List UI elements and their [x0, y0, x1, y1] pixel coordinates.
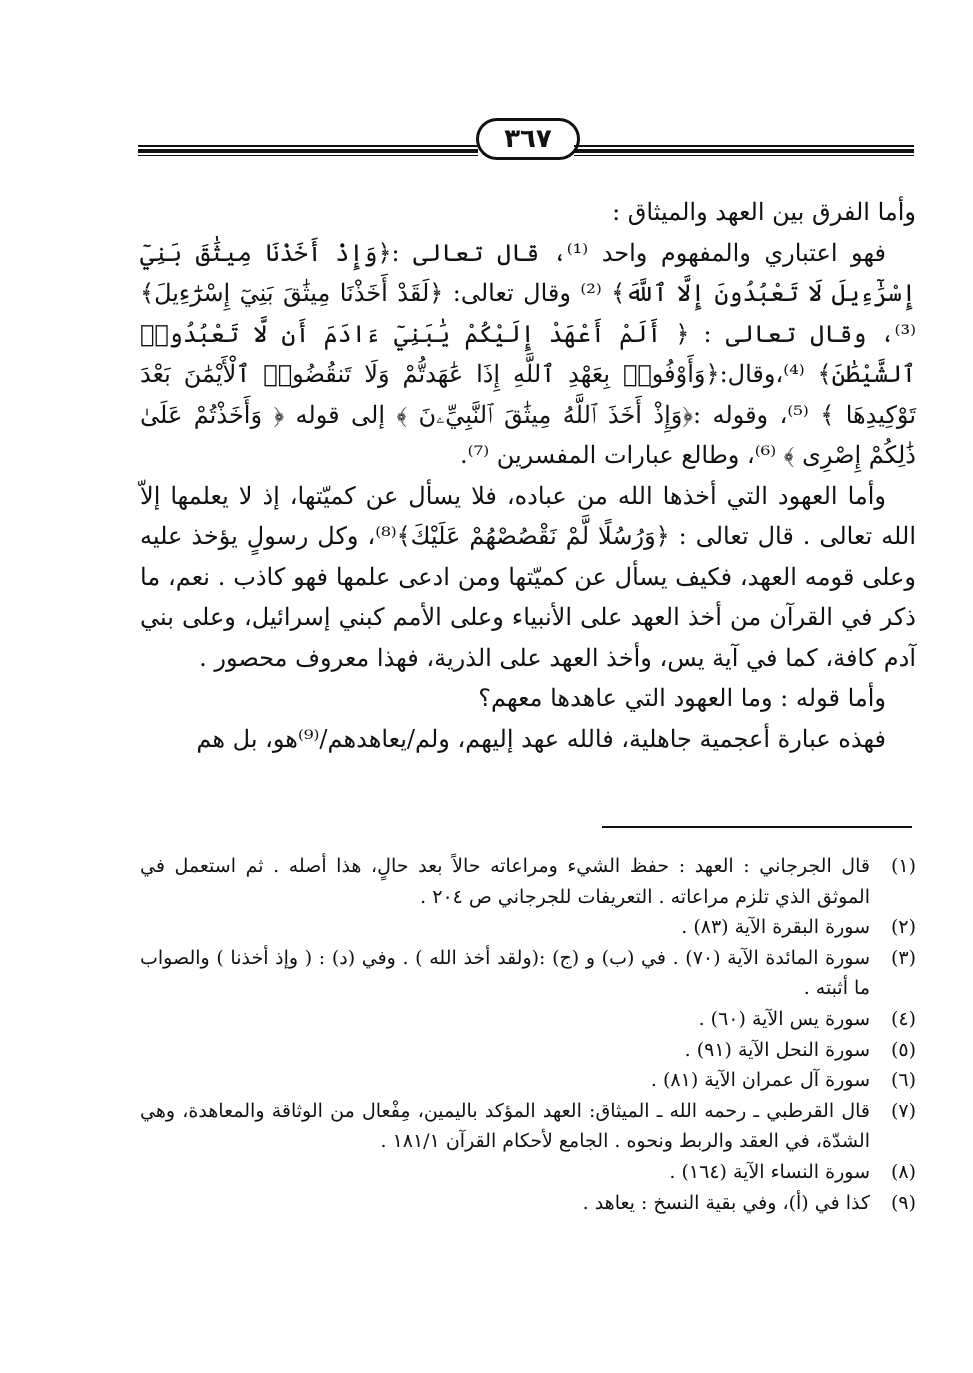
footnote-text: كذا في (أ)، وفي بقية النسخ : يعاهد . [582, 1191, 870, 1214]
footnote-text: قال الجرجاني : العهد : حفظ الشيء ومراعاته حالاً بعد حالٍ، هذا أصله . ثم استعمل في الموثق الذي تلزم مراعاته . التعريفات للجرجاني ص ٢٠٤ . [140, 855, 870, 908]
footnote-number: (٥) [890, 1038, 916, 1061]
footnote-number: (٦) [890, 1069, 916, 1092]
footnote-text: سورة النساء الآية (١٦٤) . [669, 1160, 870, 1183]
footnote-number: (٨) [890, 1160, 916, 1183]
footnote [140, 1157, 916, 1188]
footnote-divider [602, 826, 912, 828]
section-heading: وأما الفرق بين العهد والميثاق : [612, 198, 916, 226]
paragraph: فهو اعتباري والمفهوم واحد ⁽¹⁾، قال تعالى :﴿وَإِذْ أَخَذْنَا مِيثَٰقَ بَنِيٓ إِسْرَٰٓءِيلَ لَا تَعْبُدُونَ إِلَّا ٱللَّهَ﴾ ⁽²⁾ وقال تعالى: ﴿لَقَدْ أَخَذْنَا مِيثَٰقَ بَنِيٓ إِسْرَٰٓءِيلَ﴾ ⁽³⁾، وقال تعالى : ﴿ أَلَمْ أَعْهَدْ إِلَيْكُمْ يَٰبَنِيٓ ءَادَمَ أَن لَّا تَعْبُدُوا۟ ٱلشَّيْطَٰنَ﴾ ⁽⁴⁾،وقال:﴿وَأَوْفُوا۟ بِعَهْدِ ٱللَّهِ إِذَا عَٰهَدتُّمْ وَلَا تَنقُضُوا۟ ٱلْأَيْمَٰنَ بَعْدَ تَوْكِيدِهَا ﴾ ⁽⁵⁾، وقوله :﴿وَإِذْ أَخَذَ ٱللَّهُ مِيثَٰقَ ٱلنَّبِيِّۦنَ ﴾ إلى قوله ﴿ وَأَخَذْتُمْ عَلَىٰ ذَٰلِكُمْ إِصْرِى ﴾ ⁽⁶⁾، وطالع عبارات المفسرين ⁽⁷⁾. [140, 238, 917, 469]
paragraph: فهذه عبارة أعجمية جاهلية، فالله عهد إليهم، ولم/يعاهدهم/⁽⁹⁾هو، بل هم [196, 724, 886, 753]
footnote-number: (٢) [890, 916, 916, 939]
footnote [140, 1188, 916, 1219]
header-rule-left [138, 145, 478, 159]
footnote [140, 912, 916, 943]
footnote-number: (٤) [890, 1007, 916, 1030]
page-number: ٣٦٧ [476, 118, 580, 160]
footnote [140, 851, 916, 912]
footnote-number: (١) [890, 855, 916, 877]
footnote-number: (٧) [890, 1099, 916, 1122]
footnotes [140, 851, 916, 1218]
footnote [140, 1004, 916, 1035]
paragraph: وأما العهود التي أخذها الله من عباده، فلا يسأل عن كميّتها، إذ لا يعلمها إلاّ الله تعالى . قال تعالى : ﴿وَرُسُلًا لَّمْ نَقْصُصْهُمْ عَلَيْكَ﴾⁽⁸⁾، وكل رسولٍ يؤخذ عليه وعلى قومه العهد، فكيف يسأل عن كميّتها ومن ادعى علمها فهو كاذب . نعم، ما ذكر في القرآن من أخذ العهد على الأنبياء وعلى الأمم كبني إسرائيل، وعلى بني آدم كافة، كما في آية يس، وأخذ العهد على الذرية، فهذا معروف محصور . [140, 481, 916, 672]
footnote-text: قال القرطبي ـ رحمه الله ـ الميثاق: العهد المؤكد باليمين، مِفْعال من الوثاقة والمعاهدة، وهي الشدّة، في العقد والربط ونحوه . الجامع لأحكام القرآن ١٨١/١ . [140, 1099, 870, 1153]
footnote [140, 1065, 916, 1096]
footnote-number: (٣) [890, 946, 916, 969]
footnote-text: سورة المائدة الآية (٧٠) . في (ب) و (ج) :(ولقد أخذ الله ) . وفي (د) : ( وإذ أخذنا ) والصواب ما أثبته . [140, 946, 870, 1000]
footnote [140, 1035, 916, 1066]
footnote-number: (٩) [890, 1191, 916, 1214]
footnote-text: سورة البقرة الآية (٨٣) . [681, 916, 870, 939]
footnote-text: سورة يس الآية (٦٠) . [698, 1007, 870, 1030]
footnote-text: سورة النحل الآية (٩١) . [684, 1038, 870, 1061]
main-text [140, 192, 916, 759]
footnote [140, 1096, 916, 1157]
footnote-text: سورة آل عمران الآية (٨١) . [650, 1069, 870, 1092]
paragraph: وأما قوله : وما العهود التي عاهدها معهم؟ [478, 684, 886, 712]
page-header [138, 112, 914, 172]
footnote [140, 943, 916, 1004]
header-rule-right [574, 145, 914, 159]
